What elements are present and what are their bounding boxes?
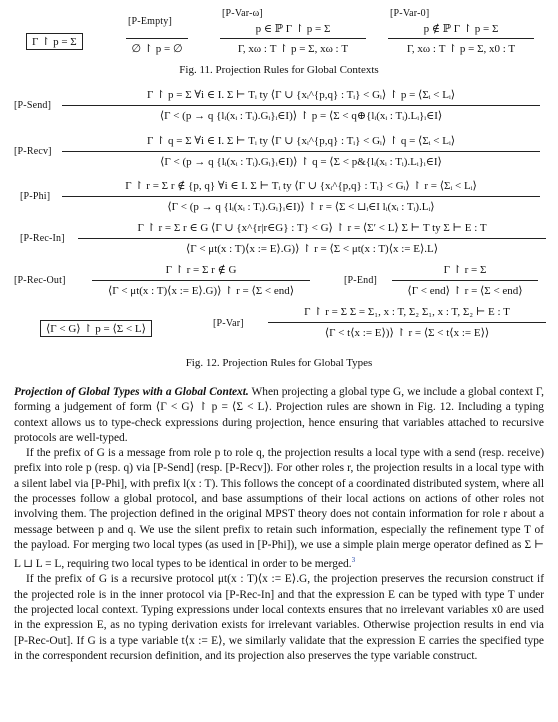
rule-conclusion-p-var: ⟨Γ < t⟨x := E⟩)⟩ ↾ r = ⟨Σ < t⟨x := E⟩⟩ (324, 327, 490, 339)
rule-premise-p-recv: Γ ↾ q = Σ ∀i ∈ I. Σ ⊢ Tᵢ ty ⟨Γ ∪ {xᵢ^{p,q} : Tᵢ} < Gᵢ⟩ ↾ q = ⟨Σᵢ < Lᵢ⟩ (146, 135, 456, 147)
footnote-mark[interactable]: 3 (351, 556, 356, 565)
rule-premise-p-rec-in: Γ ↾ r = Σ r ∈ G ⟨Γ ∪ {x^{r|r∈G} : T} < G⟩ ↾ r = ⟨Σ′ < L⟩ Σ ⊢ T ty Σ ⊢ E : T (137, 222, 487, 234)
fig12-judgement-box: ⟨Γ < G⟩ ↾ p = ⟨Σ < L⟩ (40, 320, 152, 337)
rule-premise-p-var-0: p ∉ ℙ Γ ↾ p = Σ (423, 23, 499, 35)
rule-name-p-var: [P-Var] (213, 318, 244, 329)
section-title: Projection of Global Types with a Global Context. (14, 386, 249, 398)
paragraph-1-text: When projecting a global type G, we include a global context Γ, forming a judgement of form ⟨Γ < G⟩ ↾ p = ⟨Σ < L⟩. Projection rules are shown in Fig. 12. Including a typing context allows us to type-check expressions during projection, hence ensuring that variables attached to recursive protocols are well-typed. (14, 386, 544, 444)
inference-bar (62, 151, 540, 152)
rule-name-p-phi: [P-Phi] (20, 191, 51, 202)
rule-conclusion-p-phi: ⟨Γ < (p → q {lᵢ(xᵢ : Tᵢ).Gᵢ}ᵢ∈I)⟩ ↾ r = ⟨Σ < ⊔ᵢ∈I lᵢ(xᵢ : Tᵢ).Lᵢ⟩ (167, 201, 435, 213)
rule-premise-p-end: Γ ↾ r = Σ (443, 264, 487, 276)
rule-name-p-var-omega: [P-Var-ω] (222, 8, 263, 19)
paragraph-2 (14, 446, 544, 572)
rule-premise-p-var-omega: p ∈ ℙ Γ ↾ p = Σ (255, 23, 331, 35)
rule-premise-p-send: Γ ↾ p = Σ ∀i ∈ I. Σ ⊢ Tᵢ ty ⟨Γ ∪ {xᵢ^{p,q} : Tᵢ} < Gᵢ⟩ ↾ p = ⟨Σᵢ < Lᵢ⟩ (146, 89, 456, 101)
paragraph-3 (14, 572, 544, 664)
fig11-judgement-box: Γ ↾ p = Σ (26, 33, 83, 50)
fig11-caption: Fig. 11. Projection Rules for Global Contexts (179, 64, 379, 76)
rule-name-p-recv: [P-Recv] (14, 146, 52, 157)
rule-premise-p-phi: Γ ↾ r = Σ r ∉ {p, q} ∀i ∈ I. Σ ⊢ Tᵢ ty ⟨Γ ∪ {xᵢ^{p,q} : Tᵢ} < Gᵢ⟩ ↾ r = ⟨Σᵢ < Lᵢ⟩ (125, 180, 477, 192)
rule-name-p-rec-in: [P-Rec-In] (20, 233, 65, 244)
rule-name-p-empty: [P-Empty] (128, 16, 173, 27)
rule-conclusion-p-send: ⟨Γ < (p → q {lᵢ(xᵢ : Tᵢ).Gᵢ}ᵢ∈I)⟩ ↾ p = ⟨Σ < q⊕{lᵢ(xᵢ : Tᵢ).Lᵢ}ᵢ∈I⟩ (159, 110, 443, 122)
inference-bar (62, 196, 540, 197)
rule-conclusion-p-empty: ∅ ↾ p = ∅ (131, 43, 183, 55)
paragraph-1 (14, 385, 544, 446)
fig12-caption: Fig. 12. Projection Rules for Global Types (185, 357, 373, 369)
inference-bar (220, 38, 366, 39)
rule-premise-p-rec-out: Γ ↾ r = Σ r ∉ G (165, 264, 237, 276)
rule-name-p-var-0: [P-Var-0] (390, 8, 430, 19)
inference-bar (268, 322, 546, 323)
rule-name-p-rec-out: [P-Rec-Out] (14, 275, 66, 286)
inference-bar (62, 105, 540, 106)
body-text (14, 385, 544, 664)
inference-bar (388, 38, 534, 39)
paragraph-3-text: If the prefix of G is a recursive protocol μt(x : T)⟨x := E⟩.G, the projection preserves the recursion construct if the projected role is in the inner protocol via [P-Rec-In] and that the expression E can be typed with type T under the projected local context. Typing expressions under local contexts ensures that no irrelevant variables x0 are used in the expression E, as no typing derivation exists for irrelevant variables. Otherwise projection results in end via [P-Rec-Out]. If G is a type variable t⟨x := E⟩, we similarly validate that the expression E carries the specified type in the correspondent recursion definition, and its projection also preserves the type variable construct. (14, 573, 544, 662)
paragraph-2-text: If the prefix of G is a message from role p to role q, the projection results a local type with a send (resp. receive) prefix into role p (resp. q) via [P-Send] (resp. [P-Recv]). For other roles r, the projection results in a local type with a silent label via [P-Phi], with prefix l(x : T). This follows the concept of a coordinated distributed system, where all the processes follow a global protocol, and base assumptions of their local actions on actions of other roles not involving them. The projection defined in the original MPST theory does not contain information for role r about a message between p and q. We use the silent prefix to retain such information, especially the refinement type T of the payload. For merging two local types (as used in [P-Phi]), we use a simple plain merge operator defined as Σ ⊢ L ⊔ L = L, requiring two local types to be identical in order to be merged. (14, 447, 544, 571)
inference-bar (78, 238, 546, 239)
rule-name-p-send: [P-Send] (14, 100, 52, 111)
rule-conclusion-p-rec-out: ⟨Γ < μt(x : T)⟨x := E⟩.G)⟩ ↾ r = ⟨Σ < end⟩ (107, 285, 295, 297)
inference-bar (92, 280, 310, 281)
rule-conclusion-p-end: ⟨Γ < end⟩ ↾ r = ⟨Σ < end⟩ (407, 285, 523, 297)
inference-bar (126, 38, 188, 39)
rule-conclusion-p-rec-in: ⟨Γ < μt(x : T)⟨x := E⟩.G)⟩ ↾ r = ⟨Σ < μt(x : T)⟨x := E⟩.L⟩ (185, 243, 439, 255)
rule-conclusion-p-var-omega: Γ, xω : T ↾ p = Σ, xω : T (237, 43, 349, 55)
rule-name-p-end: [P-End] (344, 275, 378, 286)
rule-conclusion-p-recv: ⟨Γ < (p → q {lᵢ(xᵢ : Tᵢ).Gᵢ}ᵢ∈I)⟩ ↾ q = ⟨Σ < p&{lᵢ(xᵢ : Tᵢ).Lᵢ}ᵢ∈I⟩ (160, 156, 442, 168)
rule-conclusion-p-var-0: Γ, xω : T ↾ p = Σ, x0 : T (406, 43, 516, 55)
rule-premise-p-var: Γ ↾ r = Σ Σ = Σ₁, x : T, Σ₂ Σ₁, x : T, Σ₂ ⊢ E : T (304, 306, 510, 318)
inference-bar (392, 280, 538, 281)
